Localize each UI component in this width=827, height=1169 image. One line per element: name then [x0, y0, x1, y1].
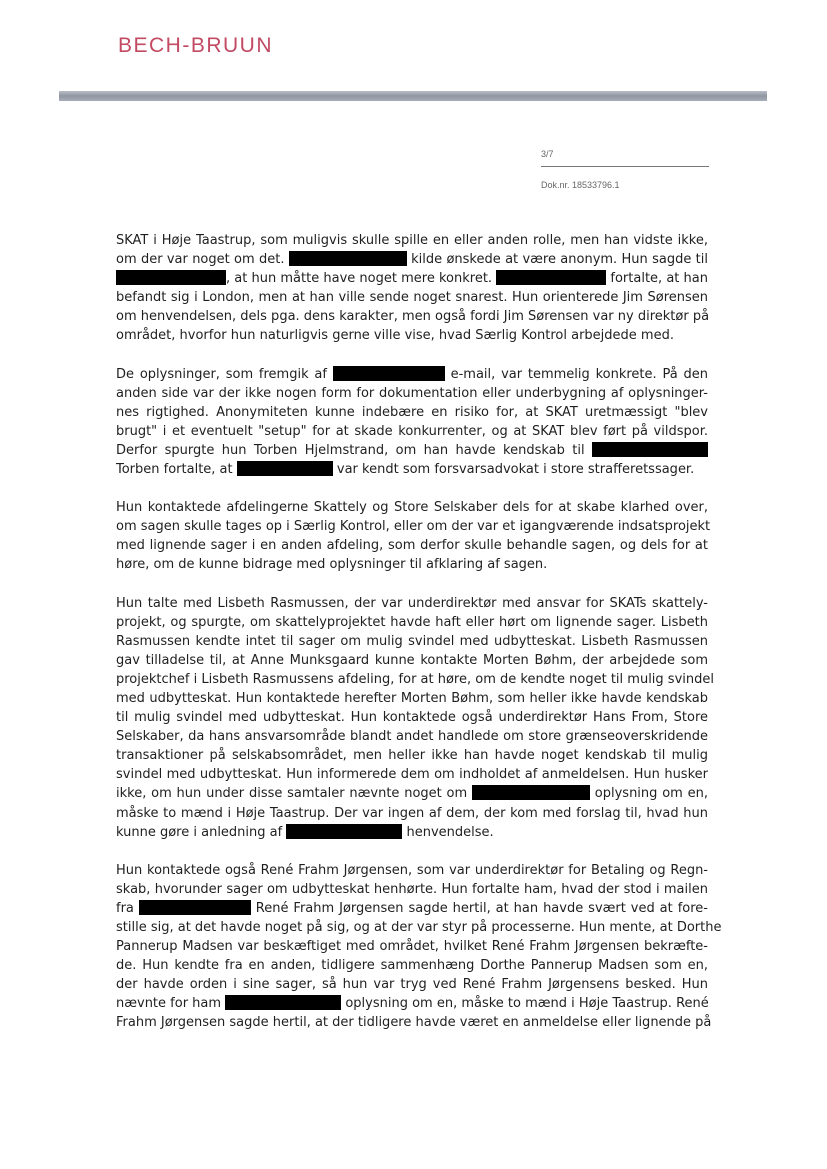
text-line — [116, 441, 708, 460]
text-segment: Hun kontaktede også René Frahm Jørgensen, som var underdirektør for Betaling og Regn- — [116, 862, 708, 878]
text-segment: var kendt som forsvarsadvokat i store strafferetssager. — [332, 462, 695, 478]
document-body — [116, 231, 722, 1052]
text-line — [116, 956, 708, 975]
text-segment: Pannerup Madsen var beskæftiget med området, hvilket René Frahm Jørgensen bekræfte- — [116, 939, 708, 955]
document-number: Dok.nr. 18533796.1 — [541, 180, 620, 190]
text-segment: projekt, og spurgte, om skattelyprojektet havde haft eller hørt om lignende sager. Lisbeth — [116, 614, 708, 630]
text-segment: kilde ønskede at være anonym. Hun sagde til — [406, 252, 708, 268]
redaction-bar — [286, 824, 402, 839]
text-segment: oplysning om en, — [589, 786, 709, 802]
text-segment: fortalte, at han — [606, 271, 708, 287]
paragraph-2 — [116, 365, 708, 480]
text-line — [116, 880, 708, 899]
redaction-bar — [289, 251, 407, 266]
text-segment: de. Hun kendte fra en anden, tidligere sammenhæng Dorthe Pannerup Madsen som en, — [116, 958, 708, 974]
text-line — [116, 613, 708, 632]
text-segment: anden side var der ikke nogen form for dokumentation eller underbygning af oplysninger- — [116, 385, 708, 401]
text-line — [116, 708, 708, 727]
text-segment: Rasmussen kendte intet til sager om mulig svindel med udbytteskat. Lisbeth Rasmussen — [116, 633, 708, 649]
text-line — [116, 899, 708, 918]
text-segment: til mulig svindel med udbytteskat. Hun kontaktede også underdirektør Hans From, Store — [116, 710, 708, 726]
text-segment: med lignende sager i en anden afdeling, som derfor skulle behandle sagen, og dels for at — [116, 538, 708, 554]
paragraph-4 — [116, 594, 714, 842]
text-segment: om sagen skulle tages op i Særlig Kontrol, eller om der var et igangværende indsatsprojekt — [116, 519, 711, 535]
text-segment: stille sig, at det havde noget på sig, og at der var styr på processerne. Hun mente, at Dorthe — [116, 920, 722, 935]
text-line — [116, 918, 722, 937]
text-segment: høre, om de kunne bidrage med oplysninger til afklaring af sagen. — [116, 557, 548, 573]
text-line — [116, 861, 708, 880]
redaction-bar — [139, 900, 251, 915]
text-line — [116, 765, 708, 784]
text-segment: med udbytteskat. Hun kontaktede herefter Morten Bøhm, som heller ikke havde kendskab — [116, 690, 708, 706]
text-line — [116, 326, 708, 345]
redaction-bar — [237, 461, 333, 476]
text-line — [116, 975, 708, 994]
text-segment: området, hvorfor hun naturligvis gerne ville vise, hvad Særlig Kontrol arbejdede med. — [116, 328, 674, 344]
text-segment: Derfor spurgte hun Torben Hjelmstrand, om han havde kendskab til — [116, 442, 592, 458]
text-line — [116, 632, 708, 651]
text-line — [116, 555, 708, 574]
redaction-bar — [116, 270, 226, 285]
text-segment: De oplysninger, som fremgik af — [116, 366, 333, 382]
redaction-bar — [472, 785, 590, 800]
redaction-bar — [592, 442, 708, 457]
text-segment: ikke, om hun under disse samtaler nævnte noget om — [116, 786, 472, 802]
text-segment: Frahm Jørgensen sagde hertil, at der tidligere havde været en anmeldelse eller lignende på — [116, 1015, 712, 1031]
text-line — [116, 288, 708, 307]
text-segment: oplysning om en, måske to mænd i Høje Taastrup. René — [341, 996, 709, 1012]
text-line — [116, 804, 708, 823]
text-segment: henvendelse. — [402, 824, 494, 840]
text-line — [116, 365, 708, 384]
text-segment: Hun talte med Lisbeth Rasmussen, der var underdirektør med ansvar for SKATs skattely- — [116, 595, 708, 611]
text-line — [116, 269, 708, 288]
text-segment: måske to mænd i Høje Taastrup. Der var ingen af dem, der kom med forslag til, hvad hun — [116, 805, 708, 821]
text-line — [116, 231, 708, 250]
text-line — [116, 307, 708, 326]
text-segment: svindel med udbytteskat. Hun informerede dem om indholdet af anmeldelsen. Hun husker — [116, 767, 708, 783]
text-line — [116, 689, 708, 708]
paragraph-3 — [116, 498, 711, 574]
text-line — [116, 651, 708, 670]
text-line — [116, 250, 708, 269]
text-segment: SKAT i Høje Taastrup, som muligvis skulle spille en eller anden rolle, men han vidste ikke, — [116, 233, 708, 248]
text-segment: Selskaber, da hans ansvarsområde blandt andet handlede om store grænseoverskridende — [116, 729, 708, 745]
text-segment: skab, hvorunder sager om udbytteskat henhørte. Hun fortalte ham, hvad der stod i mailen — [116, 881, 708, 897]
text-line — [116, 498, 708, 517]
text-segment: kunne gøre i anledning af — [116, 824, 287, 840]
text-line — [116, 517, 711, 536]
text-line — [116, 594, 708, 613]
paragraph-5 — [116, 861, 722, 1033]
text-line — [116, 536, 708, 555]
text-line — [116, 422, 708, 441]
header-rule — [541, 166, 709, 167]
text-segment: om der var noget om det. — [116, 252, 289, 268]
redaction-bar — [496, 270, 606, 285]
text-line — [116, 823, 708, 842]
text-segment: , at hun måtte have noget mere konkret. — [226, 271, 497, 287]
header-band — [59, 91, 767, 101]
page-number: 3/7 — [541, 149, 554, 159]
text-segment: Torben fortalte, at — [116, 462, 237, 478]
text-segment: Hun kontaktede afdelingerne Skattely og Store Selskaber dels for at skabe klarhed over, — [116, 500, 708, 516]
redaction-bar — [225, 995, 341, 1010]
text-line — [116, 994, 708, 1013]
company-logo: BECH-BRUUN — [118, 34, 274, 57]
text-line — [116, 670, 714, 689]
text-segment: projektchef i Lisbeth Rasmussens afdeling, for at høre, om de kendte noget til mulig svindel — [116, 671, 714, 687]
text-line — [116, 460, 708, 479]
text-segment: René Frahm Jørgensen sagde hertil, at han havde svært ved at fore- — [250, 900, 708, 916]
text-segment: nævnte for ham — [116, 996, 226, 1012]
text-segment: der havde orden i sine sager, så hun var tryg ved René Frahm Jørgensens besked. Hun — [116, 977, 708, 993]
text-segment: gav tilladelse til, at Anne Munksgaard kunne kontakte Morten Bøhm, der arbejdede som — [116, 652, 708, 668]
text-line — [116, 937, 708, 956]
paragraph-1 — [116, 231, 708, 346]
text-line — [116, 403, 708, 422]
text-line — [116, 384, 708, 403]
text-segment: om henvendelsen, dels pga. dens karakter, men også fordi Jim Sørensen var ny direktør på — [116, 309, 710, 325]
text-line — [116, 727, 708, 746]
text-line — [116, 784, 708, 803]
text-segment: befandt sig i London, men at han ville sende noget snarest. Hun orienterede Jim Sørensen — [116, 290, 708, 306]
text-line — [116, 1013, 712, 1032]
text-segment: nes rigtighed. Anonymiteten kunne indebære en risiko for, at SKAT uretmæssigt "blev — [116, 404, 708, 420]
text-segment: e-mail, var temmelig konkrete. På den — [444, 366, 708, 382]
text-segment: brugt" i et eventuelt "setup" for at skade konkurrenter, og at SKAT blev ført på vildspor. — [116, 423, 708, 439]
text-segment: transaktioner på selskabsområdet, men heller ikke han havde noget kendskab til mulig — [116, 748, 708, 764]
text-segment: fra — [116, 900, 139, 916]
text-line — [116, 746, 708, 765]
redaction-bar — [333, 366, 445, 381]
